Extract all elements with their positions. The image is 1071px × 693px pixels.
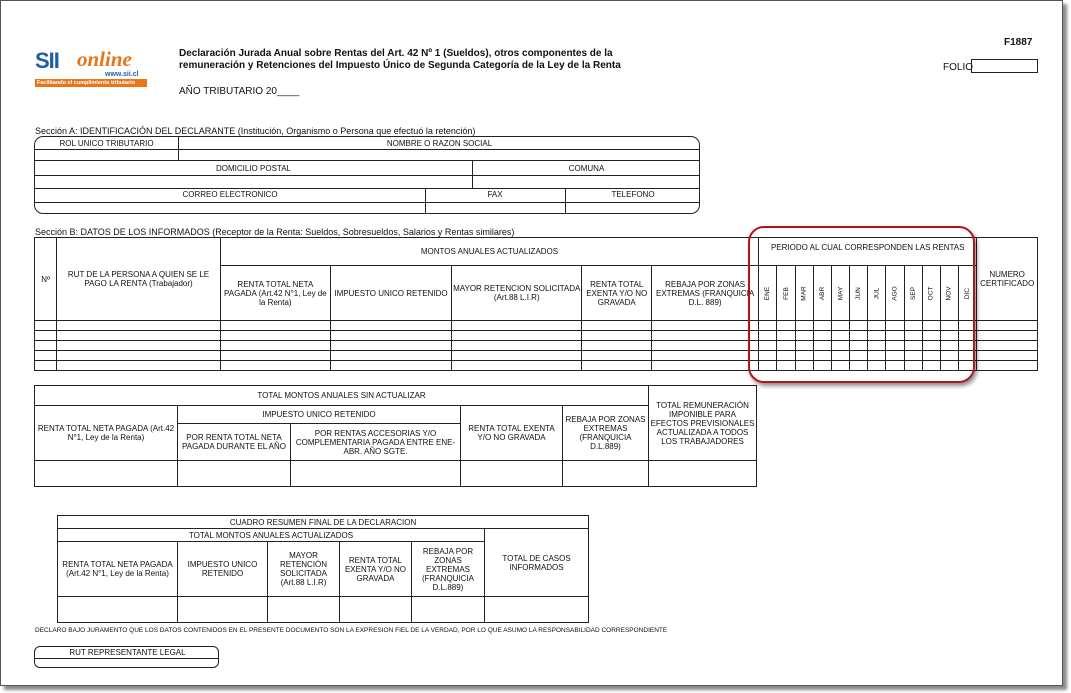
declaration-text: DECLARO BAJO JURAMENTO QUE LOS DATOS CONTENIDOS EN EL PRESENTE DOCUMENTO SON LA EXPRESION FIEL DE LA VERDAD, POR LO QUE ASUMO LA RESPONSABILIDAD CORRESPONDIENTE [35,627,668,634]
month-label: OCT [927,286,935,301]
section-a-box [34,136,700,214]
resumen-title: CUADRO RESUMEN FINAL DE LA DECLARACION [58,516,589,529]
totals-input-remuneracion[interactable] [649,461,757,487]
logo-sii-text: SII [35,48,59,73]
col-renta-exenta: RENTA TOTAL EXENTA Y/O NO GRAVADA [582,266,652,321]
table-cell[interactable] [220,351,330,361]
logo-online-text: online [77,47,132,71]
month-label: MAR [800,286,808,301]
resumen-total-casos: TOTAL DE CASOS INFORMADOS [485,529,589,597]
rut-representante-label: RUT REPRESENTANTE LEGAL [69,648,186,657]
table-cell[interactable] [35,341,57,351]
resumen-input-renta[interactable] [58,597,178,623]
col-mayor-retencion: MAYOR RETENCION SOLICITADA (Art.88 L.I.R) [452,266,582,321]
table-cell[interactable] [220,331,330,341]
table-cell[interactable] [57,321,221,331]
nombre-razon-label: NOMBRE O RAZON SOCIAL [386,139,493,148]
totals-input-renta[interactable] [35,461,178,487]
section-a-title: Sección A: IDENTIFICACIÓN DEL DECLARANTE (Institución, Organismo o Persona que efectuó la retención) [35,126,476,136]
folio-label: FOLIO [943,62,974,73]
col-montos-anuales: MONTOS ANUALES ACTUALIZADOS [220,238,758,266]
table-cell[interactable] [452,331,582,341]
table-cell[interactable] [330,351,451,361]
month-label: ABR [818,286,826,301]
table-cell[interactable] [57,341,221,351]
table-cell[interactable] [582,321,652,331]
totals-remuneracion: TOTAL REMUNERACIÓN IMPONIBLE PARA EFECTOS PREVISIONALES ACTUALIZADA A TODOS LOS TRABAJADORES [649,386,757,461]
table-cell[interactable] [452,341,582,351]
table-cell[interactable] [652,341,759,351]
resumen-rebaja: REBAJA POR ZONAS EXTREMAS (FRANQUICIA D.L.889) [412,542,485,597]
anio-tributario: AÑO TRIBUTARIO 20____ [179,86,300,97]
totals-input-rebaja[interactable] [563,461,649,487]
col-numero-certificado: NUMERO CERTIFICADO [977,238,1038,321]
table-cell[interactable] [977,321,1038,331]
totals-input-exenta[interactable] [461,461,563,487]
domicilio-label: DOMICILIO POSTAL [216,164,291,173]
totals-por-accesorias: POR RENTAS ACCESORIAS Y/O COMPLEMENTARIA PAGADA ENTRE ENE-ABR. AÑO SGTE. [291,424,461,461]
col-renta-total: RENTA TOTAL NETA PAGADA (Art.42 N°1, Ley de la Renta) [220,266,330,321]
table-cell[interactable] [452,361,582,371]
month-label: NOV [945,286,953,301]
table-cell[interactable] [330,331,451,341]
resumen-mayor: MAYOR RETENCIÓN SOLICITADA (Art.88 L.I.R) [268,542,340,597]
resumen-renta: RENTA TOTAL NETA PAGADA (Art.42 N°1, Ley de la Renta) [58,542,178,597]
logo-tagline: Facilitando el cumplimiento tributario [37,80,136,86]
table-cell[interactable] [57,361,221,371]
resumen-subtitle: TOTAL MONTOS ANUALES ACTUALIZADOS [58,529,485,542]
table-cell[interactable] [977,361,1038,371]
table-cell[interactable] [35,351,57,361]
form-code: F1887 [1004,37,1033,48]
comuna-label: COMUNA [568,164,605,173]
table-cell[interactable] [582,341,652,351]
rut-representante-box[interactable] [34,646,219,668]
month-label: AGO [891,286,899,301]
sii-online-logo [35,49,147,87]
totals-table [34,385,757,487]
totals-input-por-renta[interactable] [178,461,291,487]
table-cell[interactable] [652,331,759,341]
month-label: DIC [964,287,972,300]
form-title [179,48,739,72]
table-cell[interactable] [977,331,1038,341]
table-cell[interactable] [330,341,451,351]
totals-input-por-accesorias[interactable] [291,461,461,487]
totals-por-renta: POR RENTA TOTAL NETA PAGADA DURANTE EL AÑO [178,424,291,461]
table-cell[interactable] [452,351,582,361]
col-rut: RUT DE LA PERSONA A QUIEN SE LE PAGO LA RENTA (Trabajador) [57,238,221,321]
telefono-label: TELEFONO [611,190,655,199]
resumen-table [57,515,589,623]
resumen-exenta: RENTA TOTAL EXENTA Y/O NO GRAVADA [340,542,412,597]
month-label: ENE [764,286,772,301]
resumen-input-impuesto[interactable] [178,597,268,623]
totals-rebaja: REBAJA POR ZONAS EXTREMAS (FRANQUICIA D.L.889) [563,406,649,461]
table-cell[interactable] [220,341,330,351]
fax-label: FAX [487,190,503,199]
col-impuesto-unico: IMPUESTO UNICO RETENIDO [330,266,451,321]
section-b-title: Sección B: DATOS DE LOS INFORMADOS (Receptor de la Renta: Sueldos, Sobresueldos, Salarios y Rentas similares) [35,227,515,237]
rol-unico-label: ROL UNICO TRIBUTARIO [59,139,154,148]
table-cell[interactable] [582,351,652,361]
table-cell[interactable] [330,361,451,371]
form-title-line2: remuneración y Retenciones del Impuesto Único de Segunda Categoría de la Ley de la Renta [179,60,621,71]
table-cell[interactable] [330,321,451,331]
month-label: SEP [909,286,917,301]
month-label: FEB [782,287,790,300]
periodo-highlight [748,226,975,383]
totals-impuesto: IMPUESTO UNICO RETENIDO [178,406,461,424]
col-rebaja-zonas: REBAJA POR ZONAS EXTREMAS (FRANQUICIA D.L. 889) [652,266,759,321]
month-label: JUL [873,287,881,300]
col-periodo: PERIODO AL CUAL CORRESPONDEN LAS RENTAS [759,238,977,266]
resumen-input-mayor[interactable] [268,597,340,623]
resumen-input-total-casos[interactable] [485,597,589,623]
table-cell[interactable] [35,361,57,371]
table-cell[interactable] [582,331,652,341]
resumen-impuesto: IMPUESTO UNICO RETENIDO [178,542,268,597]
totals-title: TOTAL MONTOS ANUALES SIN ACTUALIZAR [35,386,649,406]
table-cell[interactable] [977,341,1038,351]
folio-field[interactable] [971,59,1038,73]
table-cell[interactable] [582,361,652,371]
table-cell[interactable] [35,331,57,341]
table-cell[interactable] [57,351,221,361]
table-cell[interactable] [35,321,57,331]
table-cell[interactable] [220,321,330,331]
resumen-input-exenta[interactable] [340,597,412,623]
form-title-line1: Declaración Jurada Anual sobre Rentas del Art. 42 Nº 1 (Sueldos), otros componentes de la [179,48,613,59]
table-cell[interactable] [652,321,759,331]
correo-label: CORREO ELECTRONICO [182,190,278,199]
col-num: Nº [35,238,57,321]
table-cell[interactable] [220,361,330,371]
totals-renta: RENTA TOTAL NETA PAGADA (Art.42 N°1, Ley de la Renta) [35,406,178,461]
totals-exenta: RENTA TOTAL EXENTA Y/O NO GRAVADA [461,406,563,461]
table-cell[interactable] [652,361,759,371]
table-cell[interactable] [652,351,759,361]
month-label: MAY [836,286,844,301]
table-cell[interactable] [57,331,221,341]
logo-url: www.sii.cl [105,71,139,78]
table-cell[interactable] [452,321,582,331]
resumen-input-rebaja[interactable] [412,597,485,623]
table-cell[interactable] [977,351,1038,361]
month-label: JUN [855,287,863,300]
